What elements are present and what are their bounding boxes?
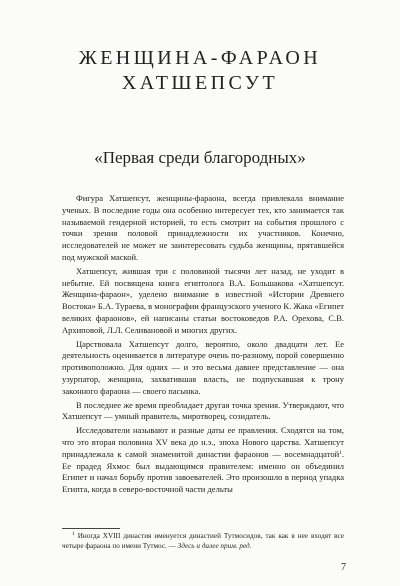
footnote-divider (62, 528, 120, 529)
footnote-editor-note: Здесь и далее прим. ред. (177, 542, 252, 550)
chapter-title (0, 46, 400, 96)
footnote-text: Иногда XVIII династия именуется династией Тутмосидов, так как в нее входят все четыре фараона по имени Тутмос. — (62, 532, 344, 550)
paragraph (62, 425, 344, 496)
page-number: 7 (341, 562, 346, 573)
chapter-title-line-2: ХАТШЕПСУТ (121, 72, 279, 94)
section-title: «Первая среди благородных» (94, 148, 306, 167)
paragraph-text: . Ее прадед Яхмос был выдающимся правителем: именно он объединил Египет и начал борьбу против завоевателей. Это произошло в период упадка Египта, когда в северо-восточной части дельты (62, 448, 344, 495)
chapter-title-line-1: ЖЕНЩИНА-ФАРАОН (78, 47, 322, 69)
footnote-mark: 1 (72, 531, 75, 537)
paragraph: В последнее же время преобладает другая точка зрения. Утверждают, что Хатшепсут — умный правитель, миротворец, созидатель. (62, 399, 344, 422)
footnote (62, 531, 344, 551)
paragraph: Хатшепсут, жившая три с половиной тысячи лет назад, не уходит в небытие. Ей посвящена книга египтолога В.А. Большакова «Хатшепсут. Женщина-фараон», уделено внимание в известной «Истории Древнего Востока» Б.А. Тураева, в монографии французского ученого К. Жака «Египет великих фараонов», ей написаны статьи востоковедов Р.А. Орехова, С.В. Архиповой, Л.Л. Селивановой и многих других. (62, 265, 344, 335)
paragraph: Царствовала Хатшепсут долго, вероятно, около двадцати лет. Ее деятельность оценивается в литературе очень по-разному, порой совершенно противоположно. Для одних — и это весьма давнее представление — она узурпатор, женщина, захватившая власть, не подпускавшая к трону законного фараона — своего пасынка. (62, 338, 344, 396)
paragraph-text: Исследователи называют и разные даты ее правления. Сходятся на том, что это вторая половина XV века до н.э., эпоха Нового царства. Хатшепсут принадлежала к самой знаменитой династии фараонов — восемнадцатой (62, 425, 344, 459)
footnote-reference: 1 (339, 449, 342, 456)
body-text (62, 193, 344, 496)
paragraph: Фигура Хатшепсут, женщины-фараона, всегда привлекала внимание ученых. В последние годы она особенно интересует тех, кто занимается так называемой гендерной историей, то есть смотрит на события прошлого с точки зрения половой принадлежности их участников. Конечно, исследователей не может не заинтересовать судьба женщины, прятавшейся под мужской маской. (62, 193, 344, 262)
